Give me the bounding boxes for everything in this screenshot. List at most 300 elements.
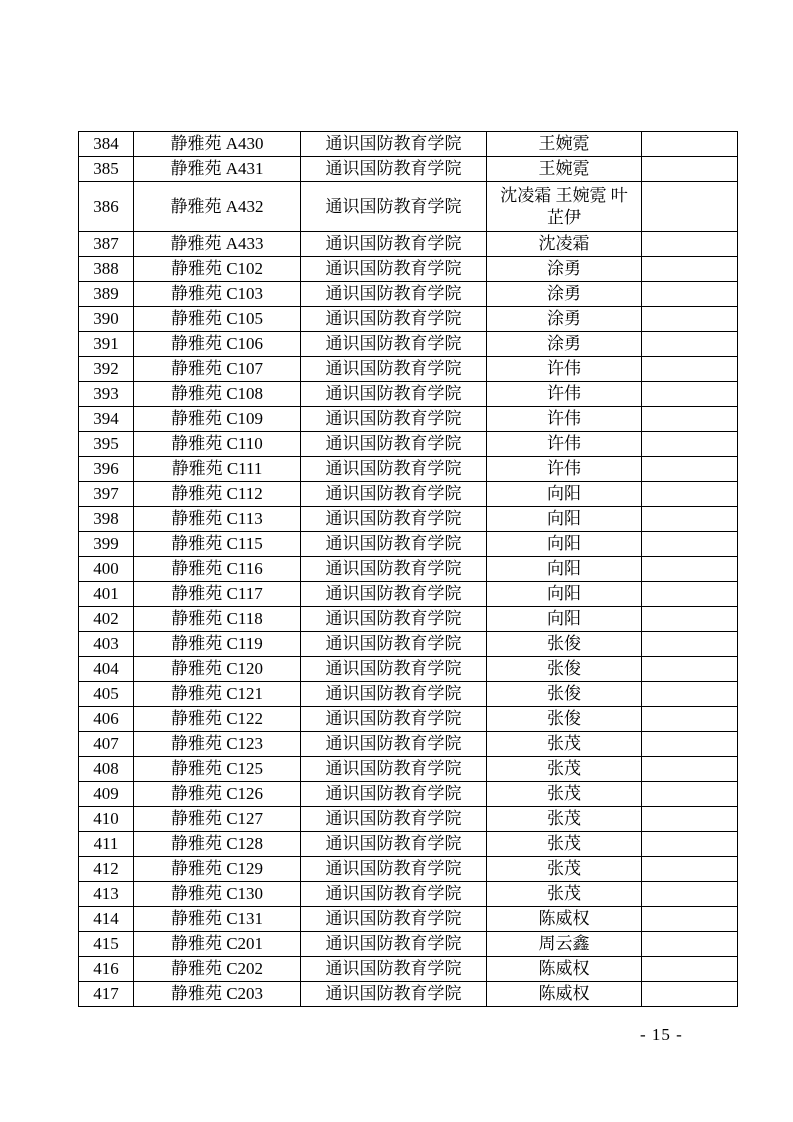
tutor-cell <box>487 807 642 832</box>
college-cell <box>301 682 487 707</box>
tutor-text: 沈凌霜 王婉霓 叶芷伊 <box>500 185 628 227</box>
tutor-text: 张茂 <box>547 859 581 878</box>
college-text: 通识国防教育学院 <box>325 159 462 178</box>
dorm-room-text: 静雅苑 A431 <box>170 159 264 178</box>
tutor-cell <box>487 582 642 607</box>
remarks-cell <box>642 582 738 607</box>
tutor-cell <box>487 507 642 532</box>
dorm-room-text: 静雅苑 C102 <box>170 259 264 278</box>
dorm-room-cell <box>134 132 301 157</box>
college-cell <box>301 582 487 607</box>
college-text: 通识国防教育学院 <box>325 634 462 653</box>
tutor-text: 许伟 <box>547 384 581 403</box>
remarks-cell <box>642 707 738 732</box>
table-row <box>79 132 738 157</box>
college-text: 通识国防教育学院 <box>325 709 462 728</box>
dorm-room-text: 静雅苑 C112 <box>171 484 263 503</box>
remarks-cell <box>642 482 738 507</box>
row-number-text: 398 <box>93 509 119 528</box>
remarks-cell <box>642 332 738 357</box>
table-body <box>79 132 738 1007</box>
row-number-text: 392 <box>93 359 119 378</box>
row-number-cell <box>79 532 134 557</box>
tutor-cell <box>487 932 642 957</box>
dorm-room-cell <box>134 582 301 607</box>
college-cell <box>301 182 487 232</box>
college-cell <box>301 932 487 957</box>
dorm-room-cell <box>134 357 301 382</box>
remarks-cell <box>642 732 738 757</box>
row-number-cell <box>79 907 134 932</box>
college-cell <box>301 532 487 557</box>
row-number-cell <box>79 732 134 757</box>
remarks-cell <box>642 232 738 257</box>
tutor-text: 周云鑫 <box>538 934 590 953</box>
tutor-cell <box>487 657 642 682</box>
dorm-room-text: 静雅苑 C129 <box>170 859 264 878</box>
tutor-cell <box>487 707 642 732</box>
row-number-cell <box>79 507 134 532</box>
college-cell <box>301 257 487 282</box>
row-number-text: 385 <box>93 159 119 178</box>
tutor-cell <box>487 457 642 482</box>
college-cell <box>301 832 487 857</box>
table-row <box>79 432 738 457</box>
row-number-cell <box>79 957 134 982</box>
remarks-cell <box>642 157 738 182</box>
dorm-room-cell <box>134 282 301 307</box>
dorm-room-cell <box>134 182 301 232</box>
remarks-cell <box>642 382 738 407</box>
table-row <box>79 557 738 582</box>
tutor-cell <box>487 682 642 707</box>
table-row <box>79 932 738 957</box>
college-cell <box>301 907 487 932</box>
row-number-cell <box>79 632 134 657</box>
tutor-cell <box>487 232 642 257</box>
dorm-room-cell <box>134 857 301 882</box>
tutor-cell <box>487 357 642 382</box>
row-number-text: 393 <box>93 384 119 403</box>
page-number: - 15 - <box>640 1025 683 1044</box>
college-cell <box>301 132 487 157</box>
college-cell <box>301 332 487 357</box>
dorm-room-cell <box>134 607 301 632</box>
college-cell <box>301 232 487 257</box>
dorm-room-text: 静雅苑 C123 <box>170 734 264 753</box>
college-text: 通识国防教育学院 <box>325 734 462 753</box>
college-text: 通识国防教育学院 <box>325 584 462 603</box>
tutor-cell <box>487 382 642 407</box>
dorm-room-text: 静雅苑 C130 <box>170 884 264 903</box>
table-row <box>79 157 738 182</box>
dorm-room-cell <box>134 557 301 582</box>
college-cell <box>301 457 487 482</box>
remarks-cell <box>642 907 738 932</box>
table-row <box>79 257 738 282</box>
dorm-room-cell <box>134 957 301 982</box>
college-text: 通识国防教育学院 <box>325 259 462 278</box>
row-number-text: 391 <box>93 334 119 353</box>
row-number-text: 397 <box>93 484 119 503</box>
remarks-cell <box>642 282 738 307</box>
table-row <box>79 232 738 257</box>
row-number-cell <box>79 582 134 607</box>
tutor-text: 许伟 <box>547 459 581 478</box>
row-number-text: 390 <box>93 309 119 328</box>
dorm-room-text: 静雅苑 C125 <box>170 759 264 778</box>
row-number-cell <box>79 832 134 857</box>
dorm-room-text: 静雅苑 A432 <box>170 196 264 216</box>
row-number-text: 402 <box>93 609 119 628</box>
tutor-text: 涂勇 <box>547 309 581 328</box>
row-number-text: 399 <box>93 534 119 553</box>
row-number-cell <box>79 482 134 507</box>
row-number-text: 406 <box>93 709 119 728</box>
dorm-room-text: 静雅苑 C122 <box>170 709 264 728</box>
tutor-cell <box>487 332 642 357</box>
table-row <box>79 357 738 382</box>
dorm-room-text: 静雅苑 C110 <box>171 434 263 453</box>
dorm-room-text: 静雅苑 C116 <box>171 559 263 578</box>
dorm-room-text: 静雅苑 C128 <box>170 834 264 853</box>
tutor-text: 涂勇 <box>547 334 581 353</box>
remarks-cell <box>642 432 738 457</box>
row-number-text: 410 <box>93 809 119 828</box>
college-text: 通识国防教育学院 <box>325 884 462 903</box>
dorm-room-cell <box>134 782 301 807</box>
table-row <box>79 957 738 982</box>
dorm-room-cell <box>134 482 301 507</box>
tutor-text: 张茂 <box>547 734 581 753</box>
college-text: 通识国防教育学院 <box>325 784 462 803</box>
remarks-cell <box>642 507 738 532</box>
row-number-text: 407 <box>93 734 119 753</box>
dorm-room-cell <box>134 657 301 682</box>
college-text: 通识国防教育学院 <box>325 334 462 353</box>
college-cell <box>301 982 487 1007</box>
dorm-room-text: 静雅苑 C103 <box>170 284 264 303</box>
dorm-room-cell <box>134 157 301 182</box>
tutor-cell <box>487 907 642 932</box>
tutor-cell <box>487 982 642 1007</box>
row-number-cell <box>79 782 134 807</box>
dorm-room-text: 静雅苑 C202 <box>170 959 264 978</box>
remarks-cell <box>642 982 738 1007</box>
tutor-text: 向阳 <box>547 484 581 503</box>
tutor-text: 张茂 <box>547 834 581 853</box>
tutor-cell <box>487 157 642 182</box>
dorm-room-cell <box>134 432 301 457</box>
college-text: 通识国防教育学院 <box>325 134 462 153</box>
row-number-text: 415 <box>93 934 119 953</box>
table-row <box>79 757 738 782</box>
table-row <box>79 707 738 732</box>
remarks-cell <box>642 657 738 682</box>
tutor-text: 向阳 <box>547 509 581 528</box>
college-text: 通识国防教育学院 <box>325 384 462 403</box>
college-text: 通识国防教育学院 <box>325 559 462 578</box>
remarks-cell <box>642 757 738 782</box>
tutor-text: 陈威权 <box>538 984 590 1003</box>
dorm-room-cell <box>134 932 301 957</box>
dorm-room-cell <box>134 257 301 282</box>
row-number-text: 387 <box>93 234 119 253</box>
tutor-text: 陈威权 <box>538 909 590 928</box>
row-number-cell <box>79 857 134 882</box>
tutor-text: 张茂 <box>547 759 581 778</box>
table-row <box>79 582 738 607</box>
table-row <box>79 907 738 932</box>
tutor-cell <box>487 557 642 582</box>
tutor-cell <box>487 732 642 757</box>
remarks-cell <box>642 307 738 332</box>
remarks-cell <box>642 607 738 632</box>
remarks-cell <box>642 832 738 857</box>
tutor-cell <box>487 957 642 982</box>
tutor-text: 张俊 <box>547 709 581 728</box>
dorm-room-cell <box>134 382 301 407</box>
college-text: 通识国防教育学院 <box>325 959 462 978</box>
row-number-text: 384 <box>93 134 119 153</box>
row-number-text: 395 <box>93 434 119 453</box>
dorm-room-text: 静雅苑 C131 <box>170 909 264 928</box>
remarks-cell <box>642 457 738 482</box>
tutor-cell <box>487 307 642 332</box>
table-row <box>79 782 738 807</box>
tutor-cell <box>487 482 642 507</box>
tutor-text: 张俊 <box>547 659 581 678</box>
dorm-room-text: 静雅苑 C109 <box>170 409 264 428</box>
table-row <box>79 507 738 532</box>
tutor-text: 向阳 <box>547 559 581 578</box>
table-row <box>79 807 738 832</box>
row-number-text: 403 <box>93 634 119 653</box>
dorm-room-cell <box>134 757 301 782</box>
dorm-room-cell <box>134 882 301 907</box>
tutor-text: 涂勇 <box>547 284 581 303</box>
table-row <box>79 882 738 907</box>
college-cell <box>301 957 487 982</box>
table-row <box>79 457 738 482</box>
row-number-cell <box>79 757 134 782</box>
college-cell <box>301 732 487 757</box>
tutor-cell <box>487 607 642 632</box>
tutor-cell <box>487 857 642 882</box>
table-row <box>79 482 738 507</box>
tutor-text: 沈凌霜 <box>538 234 590 253</box>
tutor-text: 涂勇 <box>547 259 581 278</box>
college-text: 通识国防教育学院 <box>325 434 462 453</box>
remarks-cell <box>642 682 738 707</box>
table-row <box>79 657 738 682</box>
college-text: 通识国防教育学院 <box>325 359 462 378</box>
tutor-cell <box>487 882 642 907</box>
tutor-cell <box>487 182 642 232</box>
remarks-cell <box>642 782 738 807</box>
college-cell <box>301 657 487 682</box>
dorm-room-cell <box>134 332 301 357</box>
row-number-text: 396 <box>93 459 119 478</box>
row-number-text: 414 <box>93 909 119 928</box>
tutor-text: 许伟 <box>547 359 581 378</box>
college-cell <box>301 707 487 732</box>
tutor-text: 许伟 <box>547 409 581 428</box>
college-cell <box>301 782 487 807</box>
remarks-cell <box>642 882 738 907</box>
row-number-cell <box>79 432 134 457</box>
row-number-cell <box>79 707 134 732</box>
college-cell <box>301 507 487 532</box>
row-number-cell <box>79 232 134 257</box>
dorm-room-text: 静雅苑 C118 <box>171 609 263 628</box>
college-cell <box>301 382 487 407</box>
table-row <box>79 182 738 232</box>
row-number-cell <box>79 557 134 582</box>
row-number-cell <box>79 657 134 682</box>
row-number-cell <box>79 332 134 357</box>
row-number-cell <box>79 357 134 382</box>
remarks-cell <box>642 357 738 382</box>
tutor-cell <box>487 132 642 157</box>
row-number-text: 404 <box>93 659 119 678</box>
dorm-room-text: 静雅苑 C105 <box>170 309 264 328</box>
row-number-text: 408 <box>93 759 119 778</box>
remarks-cell <box>642 632 738 657</box>
college-cell <box>301 407 487 432</box>
college-cell <box>301 432 487 457</box>
tutor-text: 陈威权 <box>538 959 590 978</box>
college-cell <box>301 557 487 582</box>
college-text: 通识国防教育学院 <box>325 309 462 328</box>
college-cell <box>301 282 487 307</box>
college-cell <box>301 807 487 832</box>
row-number-text: 412 <box>93 859 119 878</box>
remarks-cell <box>642 807 738 832</box>
college-text: 通识国防教育学院 <box>325 984 462 1003</box>
dorm-room-text: 静雅苑 C107 <box>170 359 264 378</box>
college-text: 通识国防教育学院 <box>325 809 462 828</box>
dorm-room-cell <box>134 407 301 432</box>
remarks-cell <box>642 532 738 557</box>
row-number-cell <box>79 132 134 157</box>
row-number-cell <box>79 682 134 707</box>
table-row <box>79 282 738 307</box>
dorm-room-text: 静雅苑 A433 <box>170 234 264 253</box>
tutor-cell <box>487 632 642 657</box>
row-number-text: 413 <box>93 884 119 903</box>
dorm-room-text: 静雅苑 C119 <box>171 634 263 653</box>
dorm-room-text: 静雅苑 C113 <box>171 509 263 528</box>
row-number-cell <box>79 257 134 282</box>
dorm-room-text: 静雅苑 C201 <box>170 934 264 953</box>
dorm-room-text: 静雅苑 C115 <box>171 534 263 553</box>
remarks-cell <box>642 132 738 157</box>
dorm-room-cell <box>134 907 301 932</box>
table-row <box>79 732 738 757</box>
college-text: 通识国防教育学院 <box>325 234 462 253</box>
remarks-cell <box>642 257 738 282</box>
college-text: 通识国防教育学院 <box>325 509 462 528</box>
dorm-room-text: 静雅苑 C121 <box>170 684 264 703</box>
remarks-cell <box>642 407 738 432</box>
row-number-text: 411 <box>93 834 119 853</box>
row-number-text: 416 <box>93 959 119 978</box>
row-number-cell <box>79 282 134 307</box>
dorm-room-cell <box>134 457 301 482</box>
dorm-room-text: 静雅苑 C117 <box>171 584 263 603</box>
row-number-cell <box>79 807 134 832</box>
row-number-text: 389 <box>93 284 119 303</box>
remarks-cell <box>642 182 738 232</box>
college-text: 通识国防教育学院 <box>325 459 462 478</box>
dorm-room-cell <box>134 532 301 557</box>
tutor-text: 张茂 <box>547 884 581 903</box>
dorm-room-text: 静雅苑 C120 <box>170 659 264 678</box>
row-number-text: 400 <box>93 559 119 578</box>
college-text: 通识国防教育学院 <box>325 409 462 428</box>
college-text: 通识国防教育学院 <box>325 684 462 703</box>
row-number-cell <box>79 382 134 407</box>
row-number-cell <box>79 157 134 182</box>
college-text: 通识国防教育学院 <box>325 859 462 878</box>
dorm-room-cell <box>134 307 301 332</box>
row-number-text: 417 <box>93 984 119 1003</box>
table-row <box>79 982 738 1007</box>
table-row <box>79 607 738 632</box>
dorm-room-text: 静雅苑 C108 <box>170 384 264 403</box>
tutor-cell <box>487 532 642 557</box>
row-number-text: 394 <box>93 409 119 428</box>
dorm-room-cell <box>134 807 301 832</box>
dorm-room-text: 静雅苑 C106 <box>170 334 264 353</box>
college-text: 通识国防教育学院 <box>325 284 462 303</box>
row-number-text: 401 <box>93 584 119 603</box>
remarks-cell <box>642 557 738 582</box>
dorm-room-text: 静雅苑 C127 <box>170 809 264 828</box>
college-text: 通识国防教育学院 <box>325 659 462 678</box>
table-row <box>79 307 738 332</box>
row-number-text: 388 <box>93 259 119 278</box>
dorm-room-text: 静雅苑 C111 <box>171 459 263 478</box>
college-cell <box>301 307 487 332</box>
college-cell <box>301 157 487 182</box>
dormitory-assignment-table <box>78 131 738 1007</box>
college-text: 通识国防教育学院 <box>325 484 462 503</box>
row-number-cell <box>79 882 134 907</box>
college-cell <box>301 857 487 882</box>
tutor-cell <box>487 257 642 282</box>
college-text: 通识国防教育学院 <box>325 534 462 553</box>
row-number-cell <box>79 932 134 957</box>
dorm-room-text: 静雅苑 C203 <box>170 984 264 1003</box>
dorm-room-cell <box>134 682 301 707</box>
tutor-text: 向阳 <box>547 609 581 628</box>
dorm-room-cell <box>134 982 301 1007</box>
college-cell <box>301 632 487 657</box>
tutor-text: 张茂 <box>547 784 581 803</box>
tutor-text: 张茂 <box>547 809 581 828</box>
table-row <box>79 382 738 407</box>
tutor-cell <box>487 832 642 857</box>
college-cell <box>301 607 487 632</box>
dorm-room-text: 静雅苑 A430 <box>170 134 264 153</box>
table-row <box>79 532 738 557</box>
row-number-text: 386 <box>93 196 119 216</box>
row-number-cell <box>79 607 134 632</box>
dorm-room-cell <box>134 507 301 532</box>
tutor-text: 王婉霓 <box>538 134 590 153</box>
